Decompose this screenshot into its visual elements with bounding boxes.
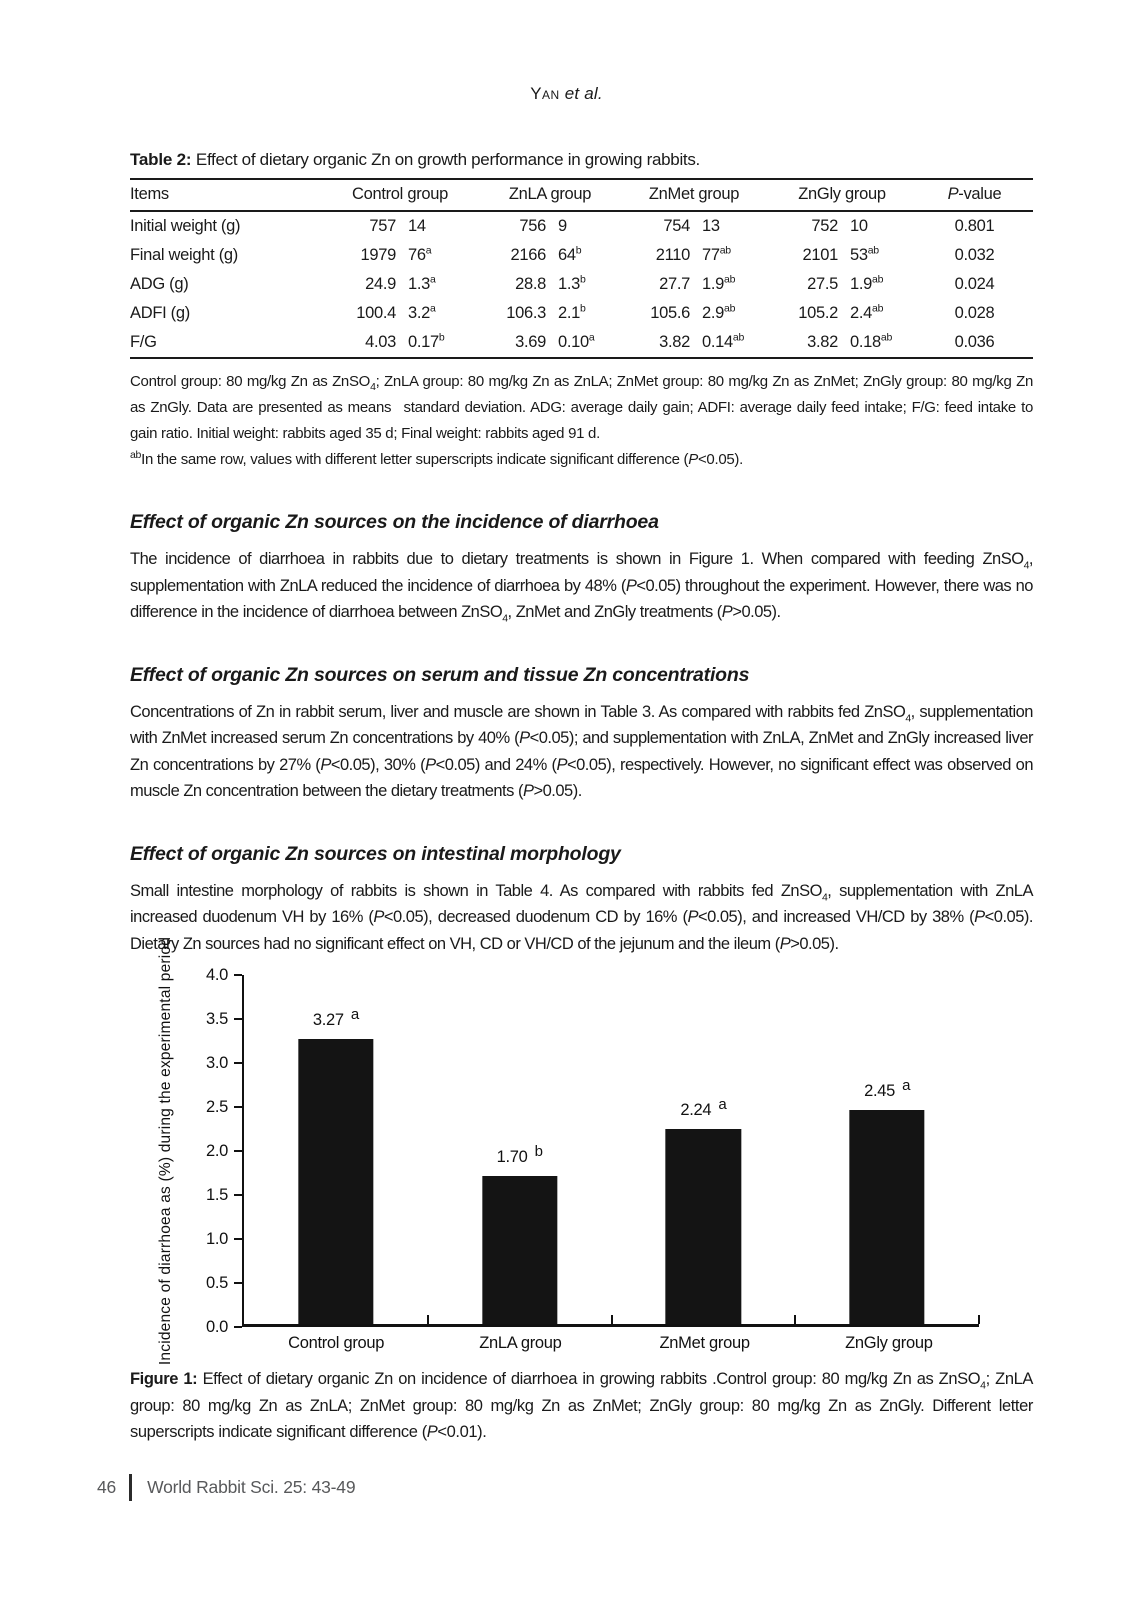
sd-value: 1.9$^{ab}$: [702, 273, 736, 293]
mean-value: 100.4: [356, 304, 396, 322]
x-axis-label: ZnLA group: [479, 1334, 562, 1352]
significance-superscript: ab: [872, 273, 884, 286]
mean-sd-pair: [320, 304, 480, 323]
y-tick-mark: [234, 1326, 242, 1328]
bar-value-text: 2.45: [864, 1082, 896, 1101]
sd-value: 1.9$^{ab}$: [850, 273, 884, 293]
author-etal-text: et al.: [564, 84, 603, 103]
page-footer: [97, 1474, 1033, 1501]
row-value-cell: [768, 211, 916, 241]
bar-slot-znla: [428, 975, 612, 1324]
mean-sd-pair: [480, 246, 620, 265]
sd-value: 1.3$^a$: [408, 273, 436, 293]
row-value-cell: [320, 211, 480, 241]
table-row: [130, 211, 1033, 241]
sd-value: 1.3$^b$: [558, 273, 586, 293]
mean-value: 106.3: [506, 304, 546, 322]
col-header-pvalue: P-value: [947, 185, 1002, 203]
row-value-cell: [480, 328, 620, 358]
sd-value: $77^{ab}$: [702, 244, 731, 264]
mean-value: 2110: [655, 246, 690, 264]
row-item-label: ADFI (g): [130, 304, 190, 322]
col-header-control: Control group: [351, 185, 449, 203]
sd-value: 76$^a$: [408, 244, 432, 264]
y-tick-mark: [234, 1018, 242, 1020]
row-item-label: Final weight (g): [130, 246, 238, 264]
mean-sd-pair: [320, 246, 480, 265]
significance-superscript: a: [902, 1077, 911, 1095]
mean-sd-pair: [768, 333, 916, 352]
table2-title: Table 2: Effect of dietary organic Zn on growth performance in growing rabbits.: [130, 150, 700, 169]
sd-value: 14: [408, 217, 426, 235]
bar-znla: [482, 1176, 557, 1324]
row-value-cell: [320, 270, 480, 299]
mean-sd-pair: [768, 275, 916, 294]
mean-sd-pair: [620, 217, 768, 236]
row-value-cell: [620, 299, 768, 328]
col-header-zngly: ZnGly group: [798, 185, 886, 203]
mean-value: 3.82: [807, 333, 838, 351]
bar-value-text: 2.24: [680, 1100, 712, 1119]
y-tick-label: 3.0: [205, 1054, 228, 1072]
bar-slot-control: [244, 975, 428, 1324]
significance-superscript: b: [580, 302, 586, 315]
row-pvalue: 0.024: [954, 275, 995, 293]
mean-value: 754: [663, 217, 690, 235]
table2-footnote-1: Control group: 80 mg/kg Zn as ZnSO$_4$; ZnLA group: 80 mg/kg Zn as ZnLA; ZnMet group: 80 mg/kg Zn as ZnMet; ZnGly group: 80 mg/kg Zn as ZnGly. Data are presented as means standard deviation. ADG: average daily gain; ADFI: average daily feed intake; F/G: feed intake to gain ratio. Initial weight: rabbits aged 35 d; Final weight: rabbits aged 91 d.: [130, 373, 1034, 442]
mean-value: 2101: [802, 246, 838, 264]
section-heading-serum-tissue: Effect of organic Zn sources on serum and tissue Zn concentrations: [130, 663, 750, 686]
section-heading-diarrhoea: Effect of organic Zn sources on the incidence of diarrhoea: [130, 511, 659, 533]
x-axis-label: Control group: [288, 1334, 385, 1352]
sd-value: 2.1$^b$: [558, 302, 586, 322]
table-row: [130, 299, 1033, 328]
mean-value: 27.5: [807, 275, 838, 293]
bar-control: [298, 1039, 373, 1324]
col-header-items: Items: [130, 185, 169, 203]
y-tick-label: 1.5: [205, 1186, 228, 1204]
figure-1: [130, 936, 1033, 1446]
y-tick-label: 2.5: [205, 1098, 228, 1116]
sd-value: 13: [702, 217, 720, 235]
mean-value: 2166: [510, 246, 546, 264]
sd-value: 0.14$^{ab}$: [701, 331, 744, 351]
row-value-cell: [480, 211, 620, 241]
row-value-cell: [480, 299, 620, 328]
row-value-cell: [768, 270, 916, 299]
bar-slot-zngly: [795, 975, 979, 1324]
significance-superscript: a: [588, 331, 595, 344]
table2-header-row: [130, 179, 1033, 211]
sd-value: $53^{ab}$: [850, 244, 879, 264]
paragraph-diarrhoea: The incidence of diarrhoea in rabbits due to dietary treatments is shown in Figure 1. When compared with feeding ZnSO$_4$, supplementation with ZnLA reduced the incidence of diarrhoea by 48% (P<0.05) throughout the experiment. However, there was no difference in the incidence of diarrhoea between ZnSO$_4$, ZnMet and ZnGly treatments (P>0.05).: [130, 550, 1033, 625]
bar-value-label: [680, 1095, 727, 1120]
page-content: [97, 150, 1034, 1501]
mean-sd-pair: [480, 333, 620, 352]
row-value-cell: [768, 299, 916, 328]
significance-superscript: b: [534, 1142, 543, 1160]
mean-sd-pair: [320, 333, 480, 352]
mean-sd-pair: [620, 333, 768, 352]
y-tick-mark: [234, 1194, 242, 1196]
mean-value: 1979: [360, 246, 396, 264]
significance-superscript: ab: [872, 302, 884, 315]
significance-superscript: ab: [732, 331, 744, 344]
x-axis-labels: [244, 1334, 981, 1353]
y-tick-mark: [234, 1106, 242, 1108]
mean-value: 24.9: [365, 275, 396, 293]
mean-value: 105.6: [650, 304, 690, 322]
y-tick-mark: [234, 974, 242, 976]
author-name: Yan: [530, 84, 560, 103]
sd-value: 3.2$^a$: [408, 302, 436, 322]
significance-superscript: ab: [867, 244, 879, 257]
bar-zngly: [849, 1110, 924, 1324]
row-value-cell: [480, 241, 620, 270]
row-value-cell: [620, 270, 768, 299]
significance-superscript: a: [350, 1005, 359, 1023]
journal-citation: World Rabbit Sci. 25: 43-49: [147, 1476, 356, 1497]
row-value-cell: [620, 241, 768, 270]
table2-footnote-2: $^{ab}$In the same row, values with different letter superscripts indicate significant difference (P<0.05).: [130, 449, 743, 468]
y-axis-title: Incidence of diarrhoea as (%) during the experimental period: [157, 936, 174, 1366]
row-value-cell: [320, 241, 480, 270]
sd-value: 64$^b$: [558, 244, 582, 264]
y-tick-label: 4.0: [205, 966, 228, 984]
mean-value: 27.7: [659, 275, 690, 293]
row-value-cell: [320, 299, 480, 328]
y-tick-label: 2.0: [205, 1142, 228, 1160]
mean-value: 757: [369, 217, 396, 235]
significance-superscript: b: [575, 244, 582, 257]
sd-value: 10: [850, 217, 868, 235]
mean-sd-pair: [620, 304, 768, 323]
mean-sd-pair: [768, 304, 916, 323]
x-axis-label: ZnMet group: [659, 1334, 750, 1352]
y-axis-title-column: [148, 936, 184, 1366]
mean-sd-pair: [320, 275, 480, 294]
row-value-cell: [768, 241, 916, 270]
bar-value-label: [312, 1005, 359, 1030]
mean-value: 3.69: [515, 333, 546, 351]
mean-sd-pair: [620, 246, 768, 265]
row-pvalue: 0.028: [954, 304, 995, 322]
section-heading-morphology: Effect of organic Zn sources on intestinal morphology: [130, 842, 621, 865]
y-tick-label: 1.0: [205, 1230, 228, 1248]
bar-slot-znmet: [612, 975, 796, 1324]
col-header-znmet: ZnMet group: [648, 185, 740, 203]
row-item-label: F/G: [130, 333, 157, 351]
significance-superscript: ab: [724, 273, 736, 286]
significance-superscript: ab: [724, 302, 736, 315]
mean-sd-pair: [620, 275, 768, 294]
sd-value: 2.4$^{ab}$: [850, 302, 884, 322]
row-pvalue: 0.801: [954, 217, 995, 235]
row-pvalue: 0.032: [954, 246, 995, 264]
significance-superscript: ab: [719, 244, 731, 257]
mean-value: 752: [811, 217, 838, 235]
row-item-label: Initial weight (g): [130, 217, 241, 235]
bar-value-label: [496, 1142, 543, 1167]
mean-value: 756: [519, 217, 546, 235]
y-tick-label: 0.0: [205, 1318, 228, 1336]
y-tick-mark: [234, 1150, 242, 1152]
row-pvalue: 0.036: [954, 333, 995, 351]
mean-value: 105.2: [798, 304, 838, 322]
paragraph-morphology: Small intestine morphology of rabbits is shown in Table 4. As compared with rabbits fed ZnSO$_4$, supplementation with ZnLA increased duodenum VH by 16% (P<0.05), decreased duodenum CD by 16% (P<0.05), and increased VH/CD by 38% (P<0.05). Dietary Zn sources had no significant effect on VH, CD or VH/CD of the jejunum and the ileum (P>0.05).: [130, 881, 1033, 953]
y-tick-mark: [234, 1062, 242, 1064]
sd-value: 0.17$^b$: [408, 331, 445, 351]
row-value-cell: [768, 328, 916, 358]
mean-sd-pair: [480, 217, 620, 236]
mean-sd-pair: [768, 246, 916, 265]
sd-value: 9: [558, 217, 567, 235]
row-value-cell: [620, 328, 768, 358]
significance-superscript: b: [580, 273, 586, 286]
y-tick-label: 0.5: [205, 1274, 228, 1292]
mean-sd-pair: [480, 275, 620, 294]
table-row: [130, 328, 1033, 358]
x-axis-label: ZnGly group: [845, 1334, 933, 1352]
row-item-label: ADG (g): [130, 275, 189, 293]
row-value-cell: [620, 211, 768, 241]
significance-superscript: a: [430, 302, 436, 315]
y-tick-mark: [234, 1282, 242, 1284]
bar-value-text: 3.27: [312, 1010, 344, 1029]
significance-superscript: b: [438, 331, 445, 344]
table-row: [130, 241, 1033, 270]
table2-body: [130, 211, 1033, 358]
y-tick-mark: [234, 1238, 242, 1240]
significance-superscript: ab: [880, 331, 892, 344]
bar-value-label: [864, 1077, 911, 1101]
table-row: [130, 270, 1033, 299]
mean-sd-pair: [480, 304, 620, 323]
mean-sd-pair: [768, 217, 916, 236]
plot-area: [242, 975, 979, 1327]
table2: [130, 178, 1033, 359]
row-value-cell: [320, 328, 480, 358]
mean-value: 28.8: [515, 275, 546, 293]
paragraph-serum-tissue: Concentrations of Zn in rabbit serum, liver and muscle are shown in Table 3. As compared with rabbits fed ZnSO$_4$, supplementation with ZnMet increased serum Zn concentrations by 40% (P<0.05); and supplementation with ZnLA, ZnMet and ZnGly increased liver Zn concentrations by 27% (P<0.05), 30% (P<0.05) and 24% (P<0.05), respectively. However, no significant effect was observed on muscle Zn concentration between the dietary treatments (P>0.05).: [130, 702, 1034, 800]
sd-value: 2.9$^{ab}$: [702, 302, 736, 322]
col-header-znla: ZnLA group: [508, 185, 592, 203]
row-value-cell: [480, 270, 620, 299]
significance-superscript: a: [718, 1095, 727, 1113]
page-number: 46: [97, 1476, 117, 1497]
bar-znmet: [666, 1129, 741, 1324]
sd-value: 0.18$^{ab}$: [849, 331, 892, 351]
y-axis: [184, 966, 242, 1336]
significance-superscript: a: [425, 244, 432, 257]
x-tick-mark: [978, 1315, 980, 1324]
mean-value: 3.82: [659, 333, 690, 351]
significance-superscript: a: [430, 273, 436, 286]
mean-sd-pair: [320, 217, 480, 236]
figure-caption: Figure 1: Effect of dietary organic Zn on incidence of diarrhoea in growing rabbits .Control group: 80 mg/kg Zn as ZnSO$_4$; ZnLA group: 80 mg/kg Zn as ZnLA; ZnMet group: 80 mg/kg Zn as ZnMet; ZnGly group: 80 mg/kg Zn as ZnGly. Different letter superscripts indicate significant difference (P<0.01).: [130, 1370, 1033, 1441]
mean-value: 4.03: [365, 333, 396, 351]
running-head: [0, 0, 1133, 104]
sd-value: 0.10$^a$: [558, 331, 595, 351]
footer-divider: [129, 1474, 132, 1501]
y-tick-label: 3.5: [205, 1010, 228, 1028]
bar-value-text: 1.70: [496, 1147, 528, 1166]
